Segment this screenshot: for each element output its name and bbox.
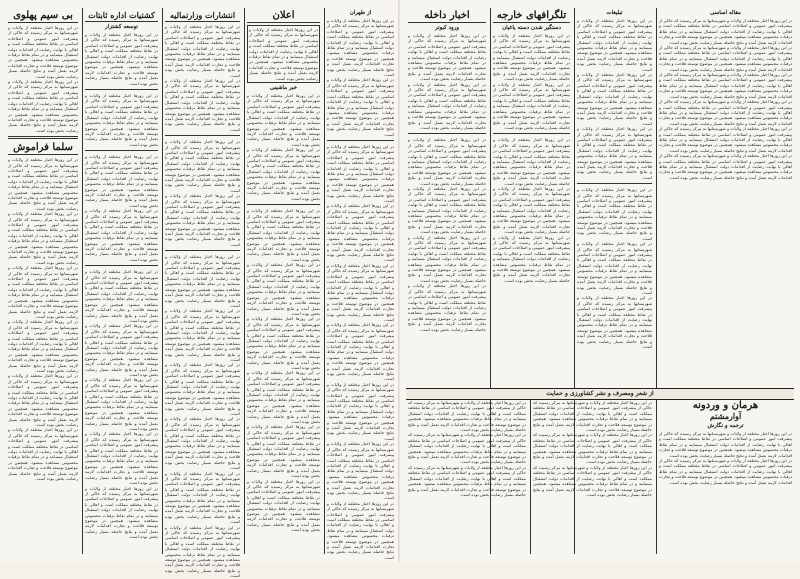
column-heading: انتشارات وزارتمالیه (165, 10, 240, 22)
article-paragraph: در این روزها اخبار مختلفه از ولایات و شهرستانها به مرکز رسیده که حاکی از پیشرفت امور عمومی و اصلاحات اساسی در نقاط مختلفه مملکت است و اهالی با نهایت رضایت از اقدامات دولت استقبال مینمایند و در تمام نقاط ترقیات محسوس مشاهده میشود. همچنین در موضوع توسعه فلاحت و تجارت اقدامات لازمه بعمل آمده و نتایج حاصله بسیار رضایت بخش بوده است. (8, 319, 78, 373)
serial-title: هرمان و وردونه (692, 400, 759, 411)
article-paragraph: در این روزها اخبار مختلفه از ولایات و شهرستانها به مرکز رسیده که حاکی از پیشرفت امور عمومی و اصلاحات اساسی در نقاط مختلفه مملکت است و اهالی با نهایت رضایت از اقدامات دولت استقبال مینمایند و در تمام نقاط ترقیات محسوس مشاهده میشود. همچنین در موضوع توسعه فلاحت و تجارت اقدامات لازمه بعمل آمده و نتایج حاصله بسیار رضایت بخش بوده است. (408, 400, 526, 433)
article-paragraph: در این روزها اخبار مختلفه از ولایات و شهرستانها به مرکز رسیده که حاکی از پیشرفت امور عمومی و اصلاحات اساسی در نقاط مختلفه مملکت است و اهالی با نهایت رضایت از اقدامات دولت استقبال مینمایند و در تمام نقاط ترقیات محسوس مشاهده میشود. همچنین در موضوع توسعه فلاحت و تجارت اقدامات لازمه بعمل آمده و نتایج حاصله بسیار رضایت بخش بوده است. (659, 18, 792, 45)
article-paragraph: در این روزها اخبار مختلفه از ولایات و شهرستانها به مرکز رسیده که حاکی از پیشرفت امور عمومی و اصلاحات اساسی در نقاط مختلفه مملکت است و اهالی با نهایت رضایت از اقدامات دولت استقبال مینمایند و در تمام نقاط ترقیات محسوس مشاهده میشود. همچنین در موضوع توسعه فلاحت و تجارت اقدامات لازمه بعمل آمده و نتایج حاصله بسیار رضایت بخش بوده است. (165, 362, 240, 417)
column-heading: مقاله اساسی (710, 10, 741, 16)
article-paragraph: در این روزها اخبار مختلفه از ولایات و شهرستانها به مرکز رسیده که حاکی از پیشرفت امور عمومی و اصلاحات اساسی در نقاط مختلفه مملکت است و اهالی با نهایت رضایت از اقدامات دولت استقبال مینمایند و در تمام نقاط ترقیات محسوس مشاهده میشود. همچنین در موضوع توسعه فلاحت و تجارت اقدامات لازمه بعمل آمده و نتایج حاصله بسیار رضایت بخش بوده است. (249, 27, 318, 81)
article-paragraph: در این روزها اخبار مختلفه از ولایات و شهرستانها به مرکز رسیده که حاکی از پیشرفت امور عمومی و اصلاحات اساسی در نقاط مختلفه مملکت است و اهالی با نهایت رضایت از اقدامات دولت استقبال مینمایند و در تمام نقاط ترقیات محسوس مشاهده میشود. همچنین در موضوع توسعه فلاحت و تجارت اقدامات لازمه بعمل آمده و نتایج حاصله بسیار رضایت بخش بوده است. (8, 265, 78, 319)
article-paragraph: در این روزها اخبار مختلفه از ولایات و شهرستانها به مرکز رسیده که حاکی از پیشرفت امور عمومی و اصلاحات اساسی در نقاط مختلفه مملکت است و اهالی با نهایت رضایت از اقدامات دولت استقبال مینمایند و در تمام نقاط ترقیات محسوس مشاهده میشود. همچنین در موضوع توسعه فلاحت و تجارت اقدامات لازمه بعمل آمده و نتایج حاصله بسیار رضایت بخش بوده است. (85, 431, 158, 486)
article-paragraph: در این روزها اخبار مختلفه از ولایات و شهرستانها به مرکز رسیده که حاکی از پیشرفت امور عمومی و اصلاحات اساسی در نقاط مختلفه مملکت است و اهالی با نهایت رضایت از اقدامات دولت استقبال مینمایند و در تمام نقاط ترقیات محسوس مشاهده میشود. همچنین در موضوع توسعه فلاحت و تجارت اقدامات لازمه بعمل آمده و نتایج حاصله بسیار رضایت بخش بوده است. (8, 373, 78, 428)
column-heading: کشتیات اداره ثابتات (85, 10, 158, 22)
article-paragraph: در این روزها اخبار مختلفه از ولایات و شهرستانها به مرکز رسیده که حاکی از پیشرفت امور عمومی و اصلاحات اساسی در نقاط مختلفه مملکت است و اهالی با نهایت رضایت از اقدامات دولت استقبال مینمایند و در تمام نقاط ترقیات محسوس مشاهده میشود. همچنین در موضوع توسعه فلاحت و تجارت اقدامات لازمه بعمل آمده و نتایج حاصله بسیار رضایت بخش بوده است. (8, 211, 78, 265)
article-paragraph: در این روزها اخبار مختلفه از ولایات و شهرستانها به مرکز رسیده که حاکی از پیشرفت امور عمومی و اصلاحات اساسی در نقاط مختلفه مملکت است و اهالی با نهایت رضایت از اقدامات دولت استقبال مینمایند و در تمام نقاط ترقیات محسوس مشاهده میشود. همچنین در موضوع توسعه فلاحت و تجارت اقدامات لازمه بعمل آمده و نتایج حاصله بسیار رضایت بخش بوده است. (533, 432, 652, 465)
column-heading: سلما فراموش (8, 142, 78, 155)
serial-caption: ترجمه و نگارش (707, 423, 744, 429)
article-paragraph: در این روزها اخبار مختلفه از ولایات و شهرستانها به مرکز رسیده که حاکی از پیشرفت امور عمومی و اصلاحات اساسی در نقاط مختلفه مملکت است و اهالی با نهایت رضایت از اقدامات دولت استقبال مینمایند و در تمام نقاط ترقیات محسوس مشاهده میشود. همچنین در موضوع توسعه فلاحت و تجارت اقدامات لازمه بعمل آمده و نتایج حاصله بسیار رضایت بخش بوده است. (247, 316, 320, 370)
left-col-1 (6, 8, 80, 554)
column-heading: تبلیغات (606, 10, 623, 16)
article-paragraph: در این روزها اخبار مختلفه از ولایات و شهرستانها به مرکز رسیده که حاکی از پیشرفت امور عمومی و اصلاحات اساسی در نقاط مختلفه مملکت است و اهالی با نهایت رضایت از اقدامات دولت استقبال مینمایند و در تمام نقاط ترقیات محسوس مشاهده میشود. همچنین در موضوع توسعه فلاحت و تجارت اقدامات لازمه بعمل آمده و نتایج حاصله بسیار رضایت بخش بوده است. (659, 72, 792, 99)
article-paragraph: در این روزها اخبار مختلفه از ولایات و شهرستانها به مرکز رسیده که حاکی از پیشرفت امور عمومی و اصلاحات اساسی در نقاط مختلفه مملکت است و اهالی با نهایت رضایت از اقدامات دولت استقبال مینمایند و در تمام نقاط ترقیات محسوس مشاهده میشود. همچنین در موضوع توسعه فلاحت و تجارت اقدامات لازمه بعمل آمده و نتایج حاصله بسیار رضایت بخش بوده است. (577, 72, 652, 126)
article-paragraph: در این روزها اخبار مختلفه از ولایات و شهرستانها به مرکز رسیده که حاکی از پیشرفت امور عمومی و اصلاحات اساسی در نقاط مختلفه مملکت است و اهالی با نهایت رضایت از اقدامات دولت استقبال مینمایند و در تمام نقاط ترقیات محسوس مشاهده میشود. همچنین در موضوع توسعه فلاحت و تجارت اقدامات لازمه بعمل آمده و نتایج حاصله بسیار رضایت بخش بوده است. (8, 25, 78, 79)
serial-subtitle: آوارمشتم (709, 411, 742, 421)
article-paragraph: در این روزها اخبار مختلفه از ولایات و شهرستانها به مرکز رسیده که حاکی از پیشرفت امور عمومی و اصلاحات اساسی در نقاط مختلفه مملکت است و اهالی با نهایت رضایت از اقدامات دولت استقبال مینمایند و در تمام نقاط ترقیات محسوس مشاهده میشود. همچنین در موضوع توسعه فلاحت و تجارت اقدامات لازمه بعمل آمده و نتایج حاصله بسیار رضایت بخش بوده است. (247, 93, 320, 147)
article-paragraph: در این روزها اخبار مختلفه از ولایات و شهرستانها به مرکز رسیده که حاکی از پیشرفت امور عمومی و اصلاحات اساسی در نقاط مختلفه مملکت است و اهالی با نهایت رضایت از اقدامات دولت استقبال مینمایند و در تمام نقاط ترقیات محسوس مشاهده میشود. همچنین در موضوع توسعه فلاحت و تجارت اقدامات لازمه بعمل آمده و نتایج حاصله بسیار رضایت بخش بوده است. (8, 79, 78, 133)
article-paragraph: در این روزها اخبار مختلفه از ولایات و شهرستانها به مرکز رسیده که حاکی از پیشرفت امور عمومی و اصلاحات اساسی در نقاط مختلفه مملکت است و اهالی با نهایت رضایت از اقدامات دولت استقبال مینمایند و در تمام نقاط ترقیات محسوس مشاهده میشود. همچنین در موضوع توسعه فلاحت و تجارت اقدامات لازمه بعمل آمده و نتایج حاصله بسیار رضایت بخش بوده است. (659, 458, 792, 485)
column-subheading: ورود کبوتر (434, 25, 460, 31)
article-paragraph: در این روزها اخبار مختلفه از ولایات و شهرستانها به مرکز رسیده که حاکی از پیشرفت امور عمومی و اصلاحات اساسی در نقاط مختلفه مملکت است و اهالی با نهایت رضایت از اقدامات دولت استقبال مینمایند و در تمام نقاط ترقیات محسوس مشاهده میشود. همچنین در موضوع توسعه فلاحت و تجارت اقدامات لازمه بعمل آمده و نتایج حاصله بسیار رضایت بخش بوده است. (247, 208, 320, 262)
article-paragraph: در این روزها اخبار مختلفه از ولایات و شهرستانها به مرکز رسیده که حاکی از پیشرفت امور عمومی و اصلاحات اساسی در نقاط مختلفه مملکت است و اهالی با نهایت رضایت از اقدامات دولت استقبال مینمایند و در تمام نقاط ترقیات محسوس مشاهده میشود. همچنین در موضوع توسعه فلاحت و تجارت اقدامات لازمه بعمل آمده و نتایج حاصله بسیار رضایت بخش بوده است. (165, 24, 240, 78)
column-subheading: خبر ماشینی (269, 85, 298, 92)
article-paragraph: در این روزها اخبار مختلفه از ولایات و شهرستانها به مرکز رسیده که حاکی از پیشرفت امور عمومی و اصلاحات اساسی در نقاط مختلفه مملکت است و اهالی با نهایت رضایت از اقدامات دولت استقبال مینمایند و در تمام نقاط ترقیات محسوس مشاهده میشود. همچنین در موضوع توسعه فلاحت و تجارت اقدامات لازمه بعمل آمده و نتایج حاصله بسیار رضایت بخش بوده است. (85, 485, 158, 540)
article-paragraph: در این روزها اخبار مختلفه از ولایات و شهرستانها به مرکز رسیده که حاکی از پیشرفت امور عمومی و اصلاحات اساسی در نقاط مختلفه مملکت است و اهالی با نهایت رضایت از اقدامات دولت استقبال مینمایند و در تمام نقاط ترقیات محسوس مشاهده میشود. همچنین در موضوع توسعه فلاحت و تجارت اقدامات لازمه بعمل آمده و نتایج حاصله بسیار رضایت بخش بوده است. (577, 187, 652, 241)
article-paragraph: در این روزها اخبار مختلفه از ولایات و شهرستانها به مرکز رسیده که حاکی از پیشرفت امور عمومی و اصلاحات اساسی در نقاط مختلفه مملکت است و اهالی با نهایت رضایت از اقدامات دولت استقبال مینمایند و در تمام نقاط ترقیات محسوس مشاهده میشود. همچنین در موضوع توسعه فلاحت و تجارت اقدامات لازمه بعمل آمده و نتایج حاصله بسیار رضایت بخش بوده است. (165, 308, 240, 362)
article-paragraph: در این روزها اخبار مختلفه از ولایات و شهرستانها به مرکز رسیده که حاکی از پیشرفت امور عمومی و اصلاحات اساسی در نقاط مختلفه مملکت است و اهالی با نهایت رضایت از اقدامات دولت استقبال مینمایند و در تمام نقاط ترقیات محسوس مشاهده میشود. همچنین در موضوع توسعه فلاحت و تجارت اقدامات لازمه بعمل آمده و نتایج حاصله بسیار رضایت بخش بوده است. (533, 400, 652, 433)
article-paragraph: در این روزها اخبار مختلفه از ولایات و شهرستانها به مرکز رسیده که حاکی از پیشرفت امور عمومی و اصلاحات اساسی در نقاط مختلفه مملکت است و اهالی با نهایت رضایت از اقدامات دولت استقبال مینمایند و در تمام نقاط ترقیات محسوس مشاهده میشود. همچنین در موضوع توسعه فلاحت و تجارت اقدامات لازمه بعمل آمده و نتایج حاصله بسیار رضایت بخش بوده است. (577, 241, 652, 295)
article-paragraph: در این روزها اخبار مختلفه از ولایات و شهرستانها به مرکز رسیده که حاکی از پیشرفت امور عمومی و اصلاحات اساسی در نقاط مختلفه مملکت است و اهالی با نهایت رضایت از اقدامات دولت استقبال مینمایند و در تمام نقاط ترقیات محسوس مشاهده میشود. همچنین در موضوع توسعه فلاحت و تجارت اقدامات لازمه بعمل آمده و نتایج حاصله بسیار رضایت بخش بوده است. (165, 524, 240, 579)
article-paragraph: در این روزها اخبار مختلفه از ولایات و شهرستانها به مرکز رسیده که حاکی از پیشرفت امور عمومی و اصلاحات اساسی در نقاط مختلفه مملکت است و اهالی با نهایت رضایت از اقدامات دولت استقبال مینمایند و در تمام نقاط ترقیات محسوس مشاهده میشود. همچنین در موضوع توسعه فلاحت و تجارت اقدامات لازمه بعمل آمده و نتایج حاصله بسیار رضایت بخش بوده است. (493, 234, 570, 283)
article-paragraph: در این روزها اخبار مختلفه از ولایات و شهرستانها به مرکز رسیده که حاکی از پیشرفت امور عمومی و اصلاحات اساسی در نقاط مختلفه مملکت است و اهالی با نهایت رضایت از اقدامات دولت استقبال مینمایند و در تمام نقاط ترقیات محسوس مشاهده میشود. همچنین در موضوع توسعه فلاحت و تجارت اقدامات لازمه بعمل آمده و نتایج حاصله بسیار رضایت بخش بوده است. (8, 427, 78, 482)
article-paragraph: در این روزها اخبار مختلفه از ولایات و شهرستانها به مرکز رسیده که حاکی از پیشرفت امور عمومی و اصلاحات اساسی در نقاط مختلفه مملکت است و اهالی با نهایت رضایت از اقدامات دولت استقبال مینمایند و در تمام نقاط ترقیات محسوس مشاهده میشود. همچنین در موضوع توسعه فلاحت و تجارت اقدامات لازمه بعمل آمده و نتایج حاصله بسیار رضایت بخش بوده است. (165, 416, 240, 471)
article-paragraph: در این روزها اخبار مختلفه از ولایات و شهرستانها به مرکز رسیده که حاکی از پیشرفت امور عمومی و اصلاحات اساسی در نقاط مختلفه مملکت است و اهالی با نهایت رضایت از اقدامات دولت استقبال مینمایند و در تمام نقاط ترقیات محسوس مشاهده میشود. همچنین در موضوع توسعه فلاحت و تجارت اقدامات لازمه بعمل آمده و نتایج حاصله بسیار رضایت بخش بوده است. (659, 99, 792, 126)
right-page (400, 0, 800, 562)
article-paragraph: در این روزها اخبار مختلفه از ولایات و شهرستانها به مرکز رسیده که حاکی از پیشرفت امور عمومی و اصلاحات اساسی در نقاط مختلفه مملکت است و اهالی با نهایت رضایت از اقدامات دولت استقبال مینمایند و در تمام نقاط ترقیات محسوس مشاهده میشود. همچنین در موضوع توسعه فلاحت و تجارت اقدامات لازمه بعمل آمده و نتایج حاصله بسیار رضایت بخش بوده است. (327, 500, 394, 560)
article-paragraph: در این روزها اخبار مختلفه از ولایات و شهرستانها به مرکز رسیده که حاکی از پیشرفت امور عمومی و اصلاحات اساسی در نقاط مختلفه مملکت است و اهالی با نهایت رضایت از اقدامات دولت استقبال مینمایند و در تمام نقاط ترقیات محسوس مشاهده میشود. همچنین در موضوع توسعه فلاحت و تجارت اقدامات لازمه بعمل آمده و نتایج حاصله بسیار رضایت بخش بوده است. (165, 254, 240, 308)
left-col-4 (244, 8, 322, 554)
article-paragraph: در این روزها اخبار مختلفه از ولایات و شهرستانها به مرکز رسیده که حاکی از پیشرفت امور عمومی و اصلاحات اساسی در نقاط مختلفه مملکت است و اهالی با نهایت رضایت از اقدامات دولت استقبال مینمایند و در تمام نقاط ترقیات محسوس مشاهده میشود. همچنین در موضوع توسعه فلاحت و تجارت اقدامات لازمه بعمل آمده و نتایج حاصله بسیار رضایت بخش بوده است. (327, 381, 394, 441)
article-paragraph: در این روزها اخبار مختلفه از ولایات و شهرستانها به مرکز رسیده که حاکی از پیشرفت امور عمومی و اصلاحات اساسی در نقاط مختلفه مملکت است و اهالی با نهایت رضایت از اقدامات دولت استقبال مینمایند و در تمام نقاط ترقیات محسوس مشاهده میشود. همچنین در موضوع توسعه فلاحت و تجارت اقدامات لازمه بعمل آمده و نتایج حاصله بسیار رضایت بخش بوده است. (327, 203, 394, 263)
article-paragraph: در این روزها اخبار مختلفه از ولایات و شهرستانها به مرکز رسیده که حاکی از پیشرفت امور عمومی و اصلاحات اساسی در نقاط مختلفه مملکت است و اهالی با نهایت رضایت از اقدامات دولت استقبال مینمایند و در تمام نقاط ترقیات محسوس مشاهده میشود. همچنین در موضوع توسعه فلاحت و تجارت اقدامات لازمه بعمل آمده و نتایج حاصله بسیار رضایت بخش بوده است. (327, 77, 394, 137)
article-paragraph: در این روزها اخبار مختلفه از ولایات و شهرستانها به مرکز رسیده که حاکی از پیشرفت امور عمومی و اصلاحات اساسی در نقاط مختلفه مملکت است و اهالی با نهایت رضایت از اقدامات دولت استقبال مینمایند و در تمام نقاط ترقیات محسوس مشاهده میشود. همچنین در موضوع توسعه فلاحت و تجارت اقدامات لازمه بعمل آمده و نتایج حاصله بسیار رضایت بخش بوده است. (659, 126, 792, 153)
article-paragraph: در این روزها اخبار مختلفه از ولایات و شهرستانها به مرکز رسیده که حاکی از پیشرفت امور عمومی و اصلاحات اساسی در نقاط مختلفه مملکت است و اهالی با نهایت رضایت از اقدامات دولت استقبال مینمایند و در تمام نقاط ترقیات محسوس مشاهده میشود. همچنین در موضوع توسعه فلاحت و تجارت اقدامات لازمه بعمل آمده و نتایج حاصله بسیار رضایت بخش بوده است. (659, 45, 792, 72)
article-paragraph: در این روزها اخبار مختلفه از ولایات و شهرستانها به مرکز رسیده که حاکی از پیشرفت امور عمومی و اصلاحات اساسی در نقاط مختلفه مملکت است و اهالی با نهایت رضایت از اقدامات دولت استقبال مینمایند و در تمام نقاط ترقیات محسوس مشاهده میشود. همچنین در موضوع توسعه فلاحت و تجارت اقدامات لازمه بعمل آمده و نتایج حاصله بسیار رضایت بخش بوده است. (85, 323, 158, 377)
left-col-2 (82, 8, 160, 554)
article-paragraph: در این روزها اخبار مختلفه از ولایات و شهرستانها به مرکز رسیده که حاکی از پیشرفت امور عمومی و اصلاحات اساسی در نقاط مختلفه مملکت است و اهالی با نهایت رضایت از اقدامات دولت استقبال مینمایند و در تمام نقاط ترقیات محسوس مشاهده میشود. همچنین در موضوع توسعه فلاحت و تجارت اقدامات لازمه بعمل آمده و نتایج حاصله بسیار رضایت بخش بوده است. (8, 157, 78, 211)
article-paragraph: در این روزها اخبار مختلفه از ولایات و شهرستانها به مرکز رسیده که حاکی از پیشرفت امور عمومی و اصلاحات اساسی در نقاط مختلفه مملکت است و اهالی با نهایت رضایت از اقدامات دولت استقبال مینمایند و در تمام نقاط ترقیات محسوس مشاهده میشود. همچنین در موضوع توسعه فلاحت و تجارت اقدامات لازمه بعمل آمده و نتایج حاصله بسیار رضایت بخش بوده است. (659, 153, 792, 180)
article-paragraph: در این روزها اخبار مختلفه از ولایات و شهرستانها به مرکز رسیده که حاکی از پیشرفت امور عمومی و اصلاحات اساسی در نقاط مختلفه مملکت است و اهالی با نهایت رضایت از اقدامات دولت استقبال مینمایند و در تمام نقاط ترقیات محسوس مشاهده میشود. همچنین در موضوع توسعه فلاحت و تجارت اقدامات لازمه بعمل آمده و نتایج حاصله بسیار رضایت بخش بوده است. (577, 126, 652, 180)
article-paragraph: در این روزها اخبار مختلفه از ولایات و شهرستانها به مرکز رسیده که حاکی از پیشرفت امور عمومی و اصلاحات اساسی در نقاط مختلفه مملکت است و اهالی با نهایت رضایت از اقدامات دولت استقبال مینمایند و در تمام نقاط ترقیات محسوس مشاهده میشود. همچنین در موضوع توسعه فلاحت و تجارت اقدامات لازمه بعمل آمده و نتایج حاصله بسیار رضایت بخش بوده است. (247, 424, 320, 479)
serial-section (656, 400, 794, 554)
article-paragraph: در این روزها اخبار مختلفه از ولایات و شهرستانها به مرکز رسیده که حاکی از پیشرفت امور عمومی و اصلاحات اساسی در نقاط مختلفه مملکت است و اهالی با نهایت رضایت از اقدامات دولت استقبال مینمایند و در تمام نقاط ترقیات محسوس مشاهده میشود. همچنین در موضوع توسعه فلاحت و تجارت اقدامات لازمه بعمل آمده و نتایج حاصله بسیار رضایت بخش بوده است. (327, 322, 394, 382)
article-paragraph: در این روزها اخبار مختلفه از ولایات و شهرستانها به مرکز رسیده که حاکی از پیشرفت امور عمومی و اصلاحات اساسی در نقاط مختلفه مملکت است و اهالی با نهایت رضایت از اقدامات دولت استقبال مینمایند و در تمام نقاط ترقیات محسوس مشاهده میشود. همچنین در موضوع توسعه فلاحت و تجارت اقدامات لازمه بعمل آمده و نتایج حاصله بسیار رضایت بخش بوده است. (247, 370, 320, 425)
article-paragraph: در این روزها اخبار مختلفه از ولایات و شهرستانها به مرکز رسیده که حاکی از پیشرفت امور عمومی و اصلاحات اساسی در نقاط مختلفه مملکت است و اهالی با نهایت رضایت از اقدامات دولت استقبال مینمایند و در تمام نقاط ترقیات محسوس مشاهده میشود. همچنین در موضوع توسعه فلاحت و تجارت اقدامات لازمه بعمل آمده و نتایج حاصله بسیار رضایت بخش بوده است. (247, 147, 320, 201)
article-paragraph: در این روزها اخبار مختلفه از ولایات و شهرستانها به مرکز رسیده که حاکی از پیشرفت امور عمومی و اصلاحات اساسی در نقاط مختلفه مملکت است و اهالی با نهایت رضایت از اقدامات دولت استقبال مینمایند و در تمام نقاط ترقیات محسوس مشاهده میشود. همچنین در موضوع توسعه فلاحت و تجارت اقدامات لازمه بعمل آمده و نتایج حاصله بسیار رضایت بخش بوده است. (493, 81, 570, 130)
article-paragraph: در این روزها اخبار مختلفه از ولایات و شهرستانها به مرکز رسیده که حاکی از پیشرفت امور عمومی و اصلاحات اساسی در نقاط مختلفه مملکت است و اهالی با نهایت رضایت از اقدامات دولت استقبال مینمایند و در تمام نقاط ترقیات محسوس مشاهده میشود. همچنین در موضوع توسعه فلاحت و تجارت اقدامات لازمه بعمل آمده و نتایج حاصله بسیار رضایت بخش بوده است. (327, 143, 394, 203)
column-heading: اخبار داخله (408, 10, 486, 23)
column-heading: بی سیم پهلوی (8, 10, 78, 23)
column-heading: اعلان (247, 10, 320, 23)
column-subheading: دستگیر شدن دسته یاغیان (502, 25, 561, 31)
article-paragraph: در این روزها اخبار مختلفه از ولایات و شهرستانها به مرکز رسیده که حاکی از پیشرفت امور عمومی و اصلاحات اساسی در نقاط مختلفه مملکت است و اهالی با نهایت رضایت از اقدامات دولت استقبال مینمایند و در تمام نقاط ترقیات محسوس مشاهده میشود. همچنین در موضوع توسعه فلاحت و تجارت اقدامات لازمه بعمل آمده و نتایج حاصله بسیار رضایت بخش بوده است. (85, 32, 158, 86)
article-paragraph: در این روزها اخبار مختلفه از ولایات و شهرستانها به مرکز رسیده که حاکی از پیشرفت امور عمومی و اصلاحات اساسی در نقاط مختلفه مملکت است و اهالی با نهایت رضایت از اقدامات دولت استقبال مینمایند و در تمام نقاط ترقیات محسوس مشاهده میشود. همچنین در موضوع توسعه فلاحت و تجارت اقدامات لازمه بعمل آمده و نتایج حاصله بسیار رضایت بخش بوده است. (165, 78, 240, 132)
article-paragraph: در این روزها اخبار مختلفه از ولایات و شهرستانها به مرکز رسیده که حاکی از پیشرفت امور عمومی و اصلاحات اساسی در نقاط مختلفه مملکت است و اهالی با نهایت رضایت از اقدامات دولت استقبال مینمایند و در تمام نقاط ترقیات محسوس مشاهده میشود. همچنین در موضوع توسعه فلاحت و تجارت اقدامات لازمه بعمل آمده و نتایج حاصله بسیار رضایت بخش بوده است. (408, 283, 486, 332)
article-paragraph: در این روزها اخبار مختلفه از ولایات و شهرستانها به مرکز رسیده که حاکی از پیشرفت امور عمومی و اصلاحات اساسی در نقاط مختلفه مملکت است و اهالی با نهایت رضایت از اقدامات دولت استقبال مینمایند و در تمام نقاط ترقیات محسوس مشاهده میشود. همچنین در موضوع توسعه فلاحت و تجارت اقدامات لازمه بعمل آمده و نتایج حاصله بسیار رضایت بخش بوده است. (85, 154, 158, 208)
article-paragraph: در این روزها اخبار مختلفه از ولایات و شهرستانها به مرکز رسیده که حاکی از پیشرفت امور عمومی و اصلاحات اساسی در نقاط مختلفه مملکت است و اهالی با نهایت رضایت از اقدامات دولت استقبال مینمایند و در تمام نقاط ترقیات محسوس مشاهده میشود. همچنین در موضوع توسعه فلاحت و تجارت اقدامات لازمه بعمل آمده و نتایج حاصله بسیار رضایت بخش بوده است. (408, 432, 526, 465)
left-col-3 (162, 8, 242, 579)
serial-col-b (530, 400, 654, 554)
article-paragraph: در این روزها اخبار مختلفه از ولایات و شهرستانها به مرکز رسیده که حاکی از پیشرفت امور عمومی و اصلاحات اساسی در نقاط مختلفه مملکت است و اهالی با نهایت رضایت از اقدامات دولت استقبال مینمایند و در تمام نقاط ترقیات محسوس مشاهده میشود. همچنین در موضوع توسعه فلاحت و تجارت اقدامات لازمه بعمل آمده و نتایج حاصله بسیار رضایت بخش بوده است. (493, 137, 570, 186)
article-paragraph: در این روزها اخبار مختلفه از ولایات و شهرستانها به مرکز رسیده که حاکی از پیشرفت امور عمومی و اصلاحات اساسی در نقاط مختلفه مملکت است و اهالی با نهایت رضایت از اقدامات دولت استقبال مینمایند و در تمام نقاط ترقیات محسوس مشاهده میشود. همچنین در موضوع توسعه فلاحت و تجارت اقدامات لازمه بعمل آمده و نتایج حاصله بسیار رضایت بخش بوده است. (493, 33, 570, 82)
article-paragraph: در این روزها اخبار مختلفه از ولایات و شهرستانها به مرکز رسیده که حاکی از پیشرفت امور عمومی و اصلاحات اساسی در نقاط مختلفه مملکت است و اهالی با نهایت رضایت از اقدامات دولت استقبال مینمایند و در تمام نقاط ترقیات محسوس مشاهده میشود. همچنین در موضوع توسعه فلاحت و تجارت اقدامات لازمه بعمل آمده و نتایج حاصله بسیار رضایت بخش بوده است. (327, 18, 394, 78)
article-paragraph: در این روزها اخبار مختلفه از ولایات و شهرستانها به مرکز رسیده که حاکی از پیشرفت امور عمومی و اصلاحات اساسی در نقاط مختلفه مملکت است و اهالی با نهایت رضایت از اقدامات دولت استقبال مینمایند و در تمام نقاط ترقیات محسوس مشاهده میشود. همچنین در موضوع توسعه فلاحت و تجارت اقدامات لازمه بعمل آمده و نتایج حاصله بسیار رضایت بخش بوده است. (408, 81, 486, 130)
article-paragraph: در این روزها اخبار مختلفه از ولایات و شهرستانها به مرکز رسیده که حاکی از پیشرفت امور عمومی و اصلاحات اساسی در نقاط مختلفه مملکت است و اهالی با نهایت رضایت از اقدامات دولت استقبال مینمایند و در تمام نقاط ترقیات محسوس مشاهده میشود. همچنین در موضوع توسعه فلاحت و تجارت اقدامات لازمه بعمل آمده و نتایج حاصله بسیار رضایت بخش بوده است. (327, 441, 394, 501)
article-paragraph: در این روزها اخبار مختلفه از ولایات و شهرستانها به مرکز رسیده که حاکی از پیشرفت امور عمومی و اصلاحات اساسی در نقاط مختلفه مملکت است و اهالی با نهایت رضایت از اقدامات دولت استقبال مینمایند و در تمام نقاط ترقیات محسوس مشاهده میشود. همچنین در موضوع توسعه فلاحت و تجارت اقدامات لازمه بعمل آمده و نتایج حاصله بسیار رضایت بخش بوده است. (577, 18, 652, 72)
article-paragraph: در این روزها اخبار مختلفه از ولایات و شهرستانها به مرکز رسیده که حاکی از پیشرفت امور عمومی و اصلاحات اساسی در نقاط مختلفه مملکت است و اهالی با نهایت رضایت از اقدامات دولت استقبال مینمایند و در تمام نقاط ترقیات محسوس مشاهده میشود. همچنین در موضوع توسعه فلاحت و تجارت اقدامات لازمه بعمل آمده و نتایج حاصله بسیار رضایت بخش بوده است. (247, 262, 320, 316)
column-heading: تلگرافهای خارجه (493, 10, 570, 23)
article-paragraph: در این روزها اخبار مختلفه از ولایات و شهرستانها به مرکز رسیده که حاکی از پیشرفت امور عمومی و اصلاحات اساسی در نقاط مختلفه مملکت است و اهالی با نهایت رضایت از اقدامات دولت استقبال مینمایند و در تمام نقاط ترقیات محسوس مشاهده میشود. همچنین در موضوع توسعه فلاحت و تجارت اقدامات لازمه بعمل آمده و نتایج حاصله بسیار رضایت بخش بوده است. (493, 185, 570, 235)
article-paragraph: در این روزها اخبار مختلفه از ولایات و شهرستانها به مرکز رسیده که حاکی از پیشرفت امور عمومی و اصلاحات اساسی در نقاط مختلفه مملکت است و اهالی با نهایت رضایت از اقدامات دولت استقبال مینمایند و در تمام نقاط ترقیات محسوس مشاهده میشود. همچنین در موضوع توسعه فلاحت و تجارت اقدامات لازمه بعمل آمده و نتایج حاصله بسیار رضایت بخش بوده است. (577, 295, 652, 349)
article-paragraph: در این روزها اخبار مختلفه از ولایات و شهرستانها به مرکز رسیده که حاکی از پیشرفت امور عمومی و اصلاحات اساسی در نقاط مختلفه مملکت است و اهالی با نهایت رضایت از اقدامات دولت استقبال مینمایند و در تمام نقاط ترقیات محسوس مشاهده میشود. همچنین در موضوع توسعه فلاحت و تجارت اقدامات لازمه بعمل آمده و نتایج حاصله بسیار رضایت بخش بوده است. (408, 234, 486, 283)
article-paragraph: در این روزها اخبار مختلفه از ولایات و شهرستانها به مرکز رسیده که حاکی از پیشرفت امور عمومی و اصلاحات اساسی در نقاط مختلفه مملکت است و اهالی با نهایت رضایت از اقدامات دولت استقبال مینمایند و در تمام نقاط ترقیات محسوس مشاهده میشود. همچنین در موضوع توسعه فلاحت و تجارت اقدامات لازمه بعمل آمده و نتایج حاصله بسیار رضایت بخش بوده است. (408, 185, 486, 235)
article-paragraph: در این روزها اخبار مختلفه از ولایات و شهرستانها به مرکز رسیده که حاکی از پیشرفت امور عمومی و اصلاحات اساسی در نقاط مختلفه مملکت است و اهالی با نهایت رضایت از اقدامات دولت استقبال مینمایند و در تمام نقاط ترقیات محسوس مشاهده میشود. همچنین در موضوع توسعه فلاحت و تجارت اقدامات لازمه بعمل آمده و نتایج حاصله بسیار رضایت بخش بوده است. (408, 33, 486, 82)
article-paragraph: در این روزها اخبار مختلفه از ولایات و شهرستانها به مرکز رسیده که حاکی از پیشرفت امور عمومی و اصلاحات اساسی در نقاط مختلفه مملکت است و اهالی با نهایت رضایت از اقدامات دولت استقبال مینمایند و در تمام نقاط ترقیات محسوس مشاهده میشود. همچنین در موضوع توسعه فلاحت و تجارت اقدامات لازمه بعمل آمده و نتایج حاصله بسیار رضایت بخش بوده است. (165, 193, 240, 247)
article-paragraph: در این روزها اخبار مختلفه از ولایات و شهرستانها به مرکز رسیده که حاکی از پیشرفت امور عمومی و اصلاحات اساسی در نقاط مختلفه مملکت است و اهالی با نهایت رضایت از اقدامات دولت استقبال مینمایند و در تمام نقاط ترقیات محسوس مشاهده میشود. همچنین در موضوع توسعه فلاحت و تجارت اقدامات لازمه بعمل آمده و نتایج حاصله بسیار رضایت بخش بوده است. (85, 269, 158, 323)
article-paragraph: در این روزها اخبار مختلفه از ولایات و شهرستانها به مرکز رسیده که حاکی از پیشرفت امور عمومی و اصلاحات اساسی در نقاط مختلفه مملکت است و اهالی با نهایت رضایت از اقدامات دولت استقبال مینمایند و در تمام نقاط ترقیات محسوس مشاهده میشود. همچنین در موضوع توسعه فلاحت و تجارت اقدامات لازمه بعمل آمده و نتایج حاصله بسیار رضایت بخش بوده است. (408, 137, 486, 186)
column-heading: از طهران (349, 10, 372, 16)
article-paragraph: در این روزها اخبار مختلفه از ولایات و شهرستانها به مرکز رسیده که حاکی از پیشرفت امور عمومی و اصلاحات اساسی در نقاط مختلفه مملکت است و اهالی با نهایت رضایت از اقدامات دولت استقبال مینمایند و در تمام نقاط ترقیات محسوس مشاهده میشود. همچنین در موضوع توسعه فلاحت و تجارت اقدامات لازمه بعمل آمده و نتایج حاصله بسیار رضایت بخش بوده است. (659, 431, 792, 458)
article-paragraph: در این روزها اخبار مختلفه از ولایات و شهرستانها به مرکز رسیده که حاکی از پیشرفت امور عمومی و اصلاحات اساسی در نقاط مختلفه مملکت است و اهالی با نهایت رضایت از اقدامات دولت استقبال مینمایند و در تمام نقاط ترقیات محسوس مشاهده میشود. همچنین در موضوع توسعه فلاحت و تجارت اقدامات لازمه بعمل آمده و نتایج حاصله بسیار رضایت بخش بوده است. (85, 93, 158, 147)
serial-col-a (406, 400, 528, 554)
article-paragraph: در این روزها اخبار مختلفه از ولایات و شهرستانها به مرکز رسیده که حاکی از پیشرفت امور عمومی و اصلاحات اساسی در نقاط مختلفه مملکت است و اهالی با نهایت رضایت از اقدامات دولت استقبال مینمایند و در تمام نقاط ترقیات محسوس مشاهده میشود. همچنین در موضوع توسعه فلاحت و تجارت اقدامات لازمه بعمل آمده و نتایج حاصله بسیار رضایت بخش بوده است. (247, 478, 320, 533)
article-paragraph: در این روزها اخبار مختلفه از ولایات و شهرستانها به مرکز رسیده که حاکی از پیشرفت امور عمومی و اصلاحات اساسی در نقاط مختلفه مملکت است و اهالی با نهایت رضایت از اقدامات دولت استقبال مینمایند و در تمام نقاط ترقیات محسوس مشاهده میشود. همچنین در موضوع توسعه فلاحت و تجارت اقدامات لازمه بعمل آمده و نتایج حاصله بسیار رضایت بخش بوده است. (85, 377, 158, 432)
article-paragraph: در این روزها اخبار مختلفه از ولایات و شهرستانها به مرکز رسیده که حاکی از پیشرفت امور عمومی و اصلاحات اساسی در نقاط مختلفه مملکت است و اهالی با نهایت رضایت از اقدامات دولت استقبال مینمایند و در تمام نقاط ترقیات محسوس مشاهده میشود. همچنین در موضوع توسعه فلاحت و تجارت اقدامات لازمه بعمل آمده و نتایج حاصله بسیار رضایت بخش بوده است. (165, 470, 240, 525)
left-col-5 (324, 8, 396, 560)
column-subheading: توسعه کشتزار (105, 24, 138, 30)
feature-banner: از شعر ومصرف و نشر کشاورزی و حمایت (406, 388, 794, 400)
article-paragraph: در این روزها اخبار مختلفه از ولایات و شهرستانها به مرکز رسیده که حاکی از پیشرفت امور عمومی و اصلاحات اساسی در نقاط مختلفه مملکت است و اهالی با نهایت رضایت از اقدامات دولت استقبال مینمایند و در تمام نقاط ترقیات محسوس مشاهده میشود. همچنین در موضوع توسعه فلاحت و تجارت اقدامات لازمه بعمل آمده و نتایج حاصله بسیار رضایت بخش بوده است. (165, 139, 240, 193)
article-paragraph: در این روزها اخبار مختلفه از ولایات و شهرستانها به مرکز رسیده که حاکی از پیشرفت امور عمومی و اصلاحات اساسی در نقاط مختلفه مملکت است و اهالی با نهایت رضایت از اقدامات دولت استقبال مینمایند و در تمام نقاط ترقیات محسوس مشاهده میشود. همچنین در موضوع توسعه فلاحت و تجارت اقدامات لازمه بعمل آمده و نتایج حاصله بسیار رضایت بخش بوده است. (408, 464, 526, 497)
article-paragraph: در این روزها اخبار مختلفه از ولایات و شهرستانها به مرکز رسیده که حاکی از پیشرفت امور عمومی و اصلاحات اساسی در نقاط مختلفه مملکت است و اهالی با نهایت رضایت از اقدامات دولت استقبال مینمایند و در تمام نقاط ترقیات محسوس مشاهده میشود. همچنین در موضوع توسعه فلاحت و تجارت اقدامات لازمه بعمل آمده و نتایج حاصله بسیار رضایت بخش بوده است. (533, 464, 652, 497)
article-paragraph: در این روزها اخبار مختلفه از ولایات و شهرستانها به مرکز رسیده که حاکی از پیشرفت امور عمومی و اصلاحات اساسی در نقاط مختلفه مملکت است و اهالی با نهایت رضایت از اقدامات دولت استقبال مینمایند و در تمام نقاط ترقیات محسوس مشاهده میشود. همچنین در موضوع توسعه فلاحت و تجارت اقدامات لازمه بعمل آمده و نتایج حاصله بسیار رضایت بخش بوده است. (327, 262, 394, 322)
article-paragraph: در این روزها اخبار مختلفه از ولایات و شهرستانها به مرکز رسیده که حاکی از پیشرفت امور عمومی و اصلاحات اساسی در نقاط مختلفه مملکت است و اهالی با نهایت رضایت از اقدامات دولت استقبال مینمایند و در تمام نقاط ترقیات محسوس مشاهده میشود. همچنین در موضوع توسعه فلاحت و تجارت اقدامات لازمه بعمل آمده و نتایج حاصله بسیار رضایت بخش بوده است. (85, 208, 158, 262)
